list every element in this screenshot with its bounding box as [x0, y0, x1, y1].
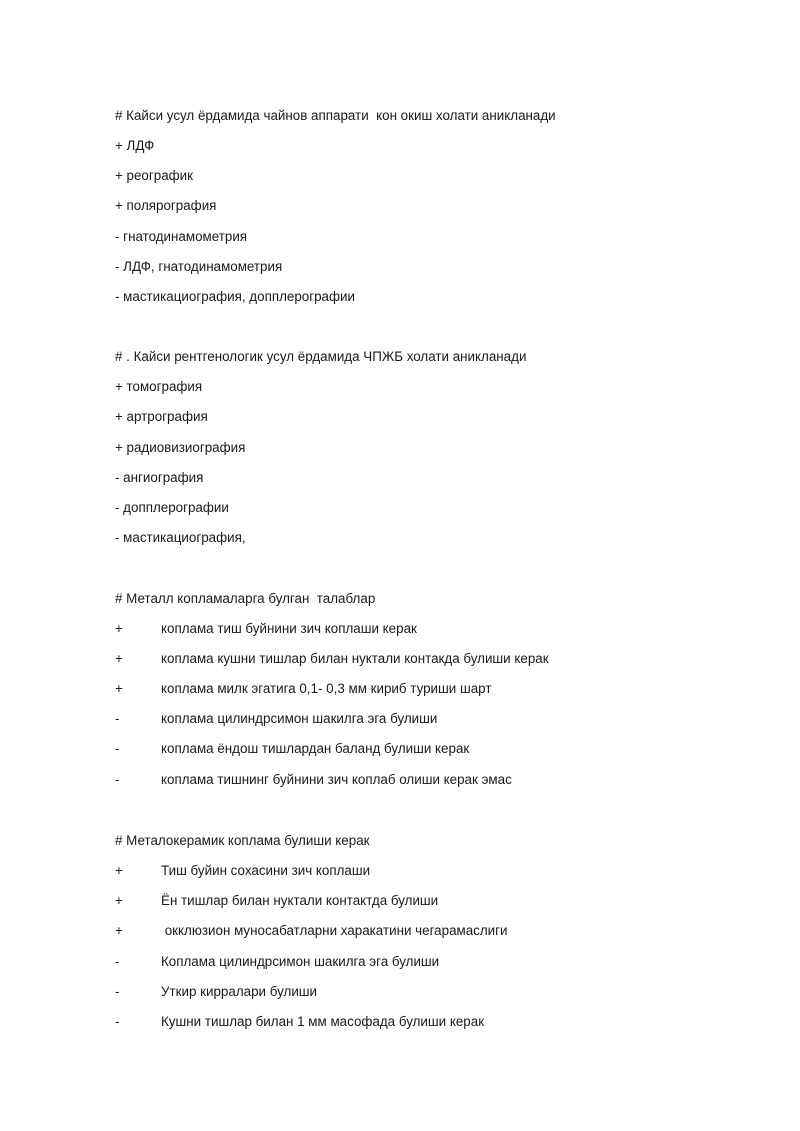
question-4: # Металокерамик коплама булиши керак	[115, 833, 370, 848]
question-1-option-5: - ЛДФ, гнатодинамометрия	[115, 259, 283, 274]
question-4-option-2-text: Ён тишлар билан нуктали контактда булиши	[161, 893, 439, 908]
question-1-option-3: + полярография	[115, 198, 217, 213]
question-4-option-2-marker: +	[115, 893, 123, 908]
question-3-option-2-text: коплама кушни тишлар билан нуктали контакда булиши керак	[161, 651, 549, 666]
question-2-option-3: + радиовизиография	[115, 440, 246, 455]
question-3-option-4-text: коплама цилиндрсимон шакилга эга булиши	[161, 711, 438, 726]
question-4-option-1-marker: +	[115, 863, 123, 878]
question-2-option-2: + артрография	[115, 409, 208, 424]
question-4-option-3-text: окклюзион муносабатларни харакатини чегарамаслиги	[161, 923, 508, 938]
question-3-option-1-text: коплама тиш буйнини зич коплаши керак	[161, 621, 417, 636]
question-3-option-4-marker: -	[115, 711, 120, 726]
question-3-option-1-marker: +	[115, 621, 123, 636]
question-1-option-4: - гнатодинамометрия	[115, 229, 248, 244]
question-2-option-1: + томография	[115, 379, 203, 394]
question-2: # . Кайси рентгенологик усул ёрдамида ЧПЖБ холати аникланади	[115, 349, 527, 364]
question-4-option-5-marker: -	[115, 984, 120, 999]
question-1-option-1: + ЛДФ	[115, 138, 155, 153]
question-4-option-4-marker: -	[115, 954, 120, 969]
question-2-option-5: - допплерографии	[115, 500, 229, 515]
question-4-option-6-text: Кушни тишлар билан 1 мм масофада булиши керак	[161, 1014, 485, 1029]
question-4-option-1-text: Тиш буйин сохасини зич коплаши	[161, 863, 371, 878]
question-3: # Металл копламаларга булган талаблар	[115, 591, 376, 606]
question-4-option-5-text: Уткир кирралари булиши	[161, 984, 318, 999]
question-4-option-3-marker: +	[115, 923, 123, 938]
question-3-option-5-text: коплама ёндош тишлардан баланд булиши керак	[161, 741, 470, 756]
question-1-option-2: + реографик	[115, 168, 194, 183]
question-4-option-4-text: Коплама цилиндрсимон шакилга эга булиши	[161, 954, 440, 969]
question-4-option-6-marker: -	[115, 1014, 120, 1029]
question-3-option-6-marker: -	[115, 772, 120, 787]
question-3-option-6-text: коплама тишнинг буйнини зич коплаб олиши керак эмас	[161, 772, 512, 787]
question-2-option-6: - мастикациография,	[115, 530, 246, 545]
question-1-option-6: - мастикациография, допплерографии	[115, 289, 355, 304]
question-3-option-3-marker: +	[115, 681, 123, 696]
question-1: # Кайси усул ёрдамида чайнов аппарати кон окиш холати аникланади	[115, 108, 556, 123]
question-3-option-3-text: коплама милк эгатига 0,1- 0,3 мм кириб туриши шарт	[161, 681, 492, 696]
question-3-option-2-marker: +	[115, 651, 123, 666]
question-2-option-4: - ангиография	[115, 470, 204, 485]
question-3-option-5-marker: -	[115, 741, 120, 756]
